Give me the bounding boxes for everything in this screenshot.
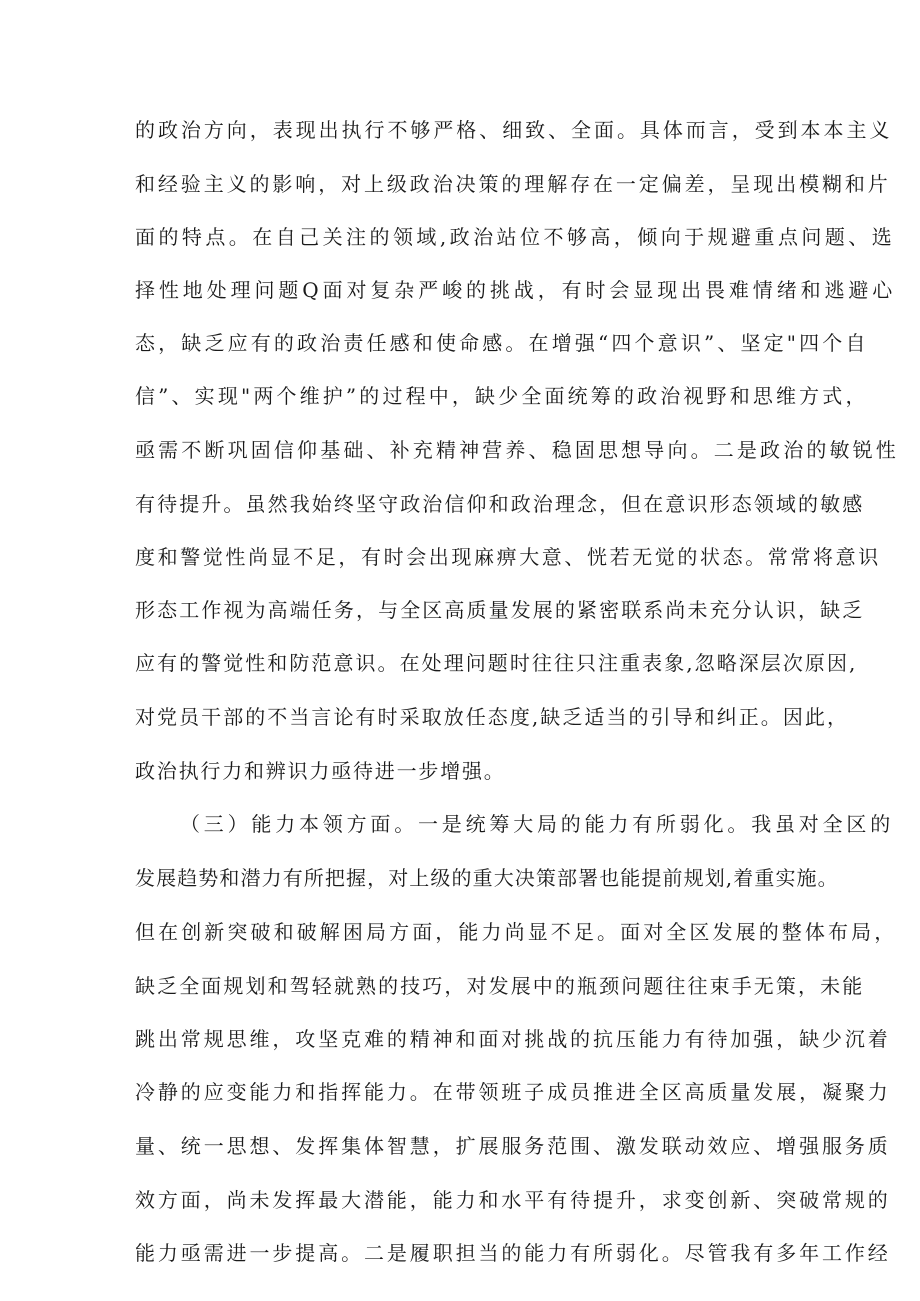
text-line-11: 应有的警觉性和防范意识。在处理问题时往往只注重表象,忽略深层次原因, [135,651,858,675]
text-line-6: 信”、实现"两个维护”的过程中，缺少全面统筹的政治视野和思维方式， [135,384,869,408]
text-line-1: 的政治方向，表现出执行不够严格、细致、全面。具体而言，受到本本主义 [135,118,893,142]
text-line-8: 有待提升。虽然我始终坚守政治信仰和政治理念，但在意识形态领域的敏感 [135,492,865,516]
text-line-21: 效方面，尚未发挥最大潜能，能力和水平有待提升，求变创新、突破常规的 [135,1188,891,1212]
text-line-7: 亟需不断巩固信仰基础、补充精神营养、稳固思想导向。二是政治的敏锐性 [135,438,899,462]
text-line-2: 和经验主义的影响，对上级政治决策的理解存在一定偏差，呈现出模糊和片 [135,172,891,196]
text-line-22: 能力亟需进一步提高。二是履职担当的能力有所弱化。尽管我有多年工作经 [135,1241,891,1265]
text-line-13: 政治执行力和辨识力亟待进一步增强。 [135,759,506,783]
text-line-5: 态，缺乏应有的政治责任感和使命感。在增强“四个意识”、坚定"四个自 [135,331,869,355]
text-line-20: 量、统一思想、发挥集体智慧，扩展服务范围、激发联动效应、增强服务质 [135,1134,891,1158]
text-line-18: 跳出常规思维，攻坚克难的精神和面对挑战的抗压能力有待加强，缺少沉着 [135,1027,891,1051]
text-line-9: 度和警觉性尚显不足，有时会出现麻痹大意、恍若无觉的状态。常常将意识 [135,545,881,569]
text-line-14: （三）能力本领方面。一是统筹大局的能力有所弱化。我虽对全区的 [180,812,894,836]
text-line-15: 发展趋势和潜力有所把握，对上级的重大决策部署也能提前规划,着重实施。 [135,866,839,890]
text-line-19: 冷静的应变能力和指挥能力。在带领班子成员推进全区高质量发展，凝聚力 [135,1080,891,1104]
text-line-4: 择性地处理问题Q面对复杂严峻的挑战，有时会显现出畏难情绪和逃避心 [135,278,897,302]
text-line-12: 对党员干部的不当言论有时采取放任态度,缺乏适当的引导和纠正。因此， [135,705,850,729]
text-line-17: 缺乏全面规划和驾轻就熟的技巧，对发展中的瓶颈问题往往束手无策，未能 [135,974,865,998]
text-line-3: 面的特点。在自己关注的领域,政治站位不够高，倾向于规避重点问题、选 [135,225,896,249]
text-line-10: 形态工作视为高端任务，与全区高质量发展的紧密联系尚未充分认识，缺乏 [135,598,865,622]
text-line-16: 但在创新突破和破解困局方面，能力尚显不足。面对全区发展的整体布局， [135,920,898,944]
